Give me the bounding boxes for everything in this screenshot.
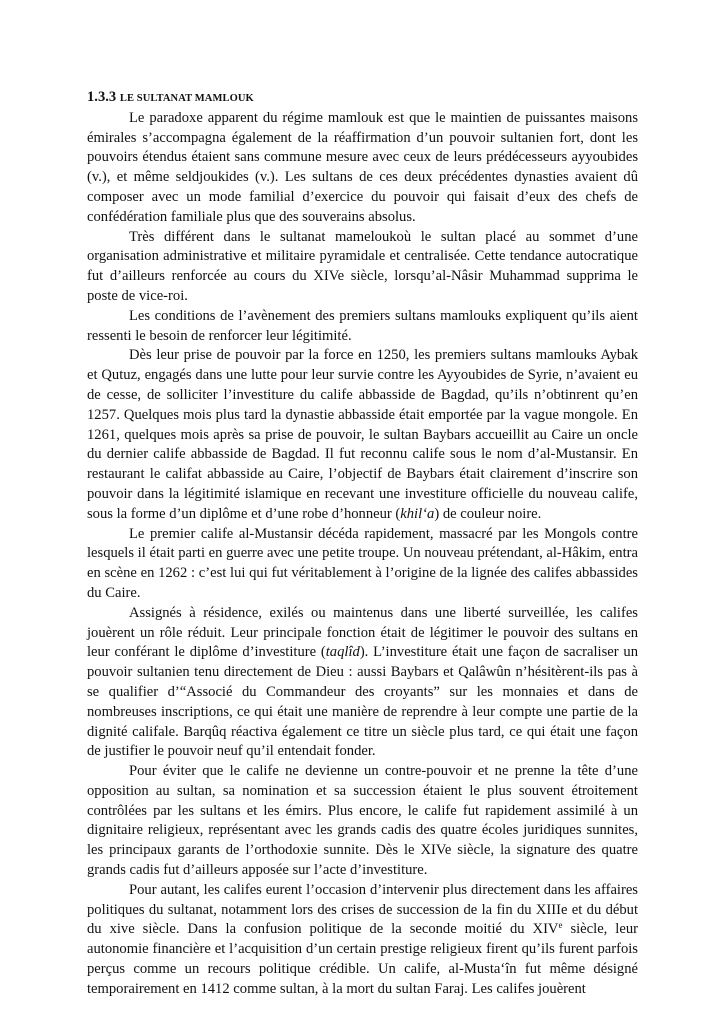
paragraph	[87, 604, 638, 762]
paragraph	[87, 762, 638, 881]
document-body	[87, 88, 638, 1000]
paragraph-text: Pour autant, les califes eurent l’occasion d’intervenir plus directement dans les affaires politiques du sultanat, notamment lors des crises de succession de la fin du XIIIe et du début du xive siècle. Dans la confusion politique de la seconde moitié du XIV	[87, 881, 638, 938]
paragraph	[87, 307, 638, 347]
paragraph	[87, 346, 638, 524]
superscript-text: e	[558, 920, 563, 931]
italic-term: khil‘a	[400, 505, 435, 522]
paragraph-text: Pour éviter que le calife ne devienne un contre-pouvoir et ne prenne la tête d’une opposition au sultan, sa nomination et sa succession étaient le plus souvent étroitement contrôlées par les sultans et les émirs. Plus encore, le calife fut rapidement assimilé à un dignitaire religieux, représentant avec les grands cadis des quatre écoles juridiques sunnites, les principaux garants de l’orthodoxie sunnite. Dès le XIVe siècle, la signature des quatre grands cadis fut d’ailleurs apposée sur l’acte d’investiture.	[87, 763, 638, 879]
section-number: 1.3.3	[87, 89, 117, 105]
paragraph-text: Le paradoxe apparent du régime mamlouk est que le maintien de puissantes maisons émirales s’accompagna également de la réaffirmation d’un pouvoir sultanien fort, dont les pouvoirs étendus étaient sans commune mesure avec ceux de leurs prédécesseurs ayyoubides (v.), et même seldjoukides (v.). Les sultans de ces deux précédentes dynasties avaient dû composer avec un mode familial d’exercice du pouvoir qui faisait d’eux des chefs de confédération familiale plus que des souverains absolus.	[87, 109, 638, 225]
paragraph	[87, 525, 638, 604]
paragraph-text: Le premier calife al-Mustansir décéda rapidement, massacré par les Mongols contre lesquels il était parti en guerre avec une petite troupe. Un nouveau prétendant, al-Hâkim, entra en scène en 1262 : c’est lui qui fut véritablement à l’origine de la lignée des califes abbassides du Caire.	[87, 525, 638, 601]
section-title: LE SULTANAT MAMLOUK	[119, 93, 254, 104]
paragraph	[87, 228, 638, 307]
paragraph-text: Les conditions de l’avènement des premiers sultans mamlouks expliquent qu’ils aient ressenti le besoin de renforcer leur légitimité.	[87, 307, 638, 344]
paragraph	[87, 109, 638, 228]
paragraph-text: Dès leur prise de pouvoir par la force en 1250, les premiers sultans mamlouks Aybak et Qutuz, engagés dans une lutte pour leur survie contre les Ayyoubides de Syrie, n’avaient eu de cesse, de solliciter l’investiture du calife abbasside de Bagdad, qu’ils n’obtinrent qu’en 1257. Quelques mois plus tard la dynastie abbasside était emportée par la vague mongole. En 1261, quelques mois après sa prise de pouvoir, le sultan Baybars accueillit au Caire un oncle du dernier calife abbasside de Bagdad. Il fut reconnu calife sous le nom d’al-Mustansir. En restaurant le califat abbasside au Caire, l’objectif de Baybars était clairement d’inscrire son pouvoir dans la légitimité islamique en recevant une investiture officielle du nouveau calife, sous la forme d’un diplôme et d’une robe d’honneur (	[87, 347, 638, 522]
paragraph-text: siècle, leur autonomie financière et l’acquisition d’un certain prestige religieux firent qu’ils furent parfois perçus comme un recours politique crédible. Un calife, al-Musta‘în fut même désigné temporairement en 1412 comme sultan, à la mort du sultan Faraj. Les califes jouèrent	[87, 921, 638, 997]
paragraph-text: ) de couleur noire.	[434, 505, 542, 522]
paragraph-list	[87, 109, 638, 1000]
section-heading	[87, 88, 638, 109]
italic-term: taqlîd	[325, 644, 360, 661]
paragraph	[87, 881, 638, 1000]
paragraph-text: ). L’investiture était une façon de sacraliser un pouvoir sultanien tenu directement de Dieu : aussi Baybars et Qalâwûn n’hésitèrent-ils pas à se qualifier d’“Associé du Commandeur des croyants” sur les monnaies et dans de nombreuses inscriptions, ce qui était une manière de reprendre à leur compte une partie de la dignité califale. Barqûq réactiva également ce titre un siècle plus tard, ce qui était une façon de justifier le pouvoir neuf qu’il entendait fonder.	[87, 644, 638, 760]
paragraph-text: Assignés à résidence, exilés ou maintenus dans une liberté surveillée, les califes jouèrent un rôle réduit. Leur principale fonction était de légitimer le pouvoir des sultans en leur conférant le diplôme d’investiture (	[87, 604, 638, 661]
paragraph-text: Très différent dans le sultanat mameloukoù le sultan placé au sommet d’une organisation administrative et militaire pyramidale et centralisée. Cette tendance autocratique fut d’ailleurs renforcée au cours du XIVe siècle, lorsqu’al-Nâsir Muhammad supprima le poste de vice-roi.	[87, 228, 638, 304]
